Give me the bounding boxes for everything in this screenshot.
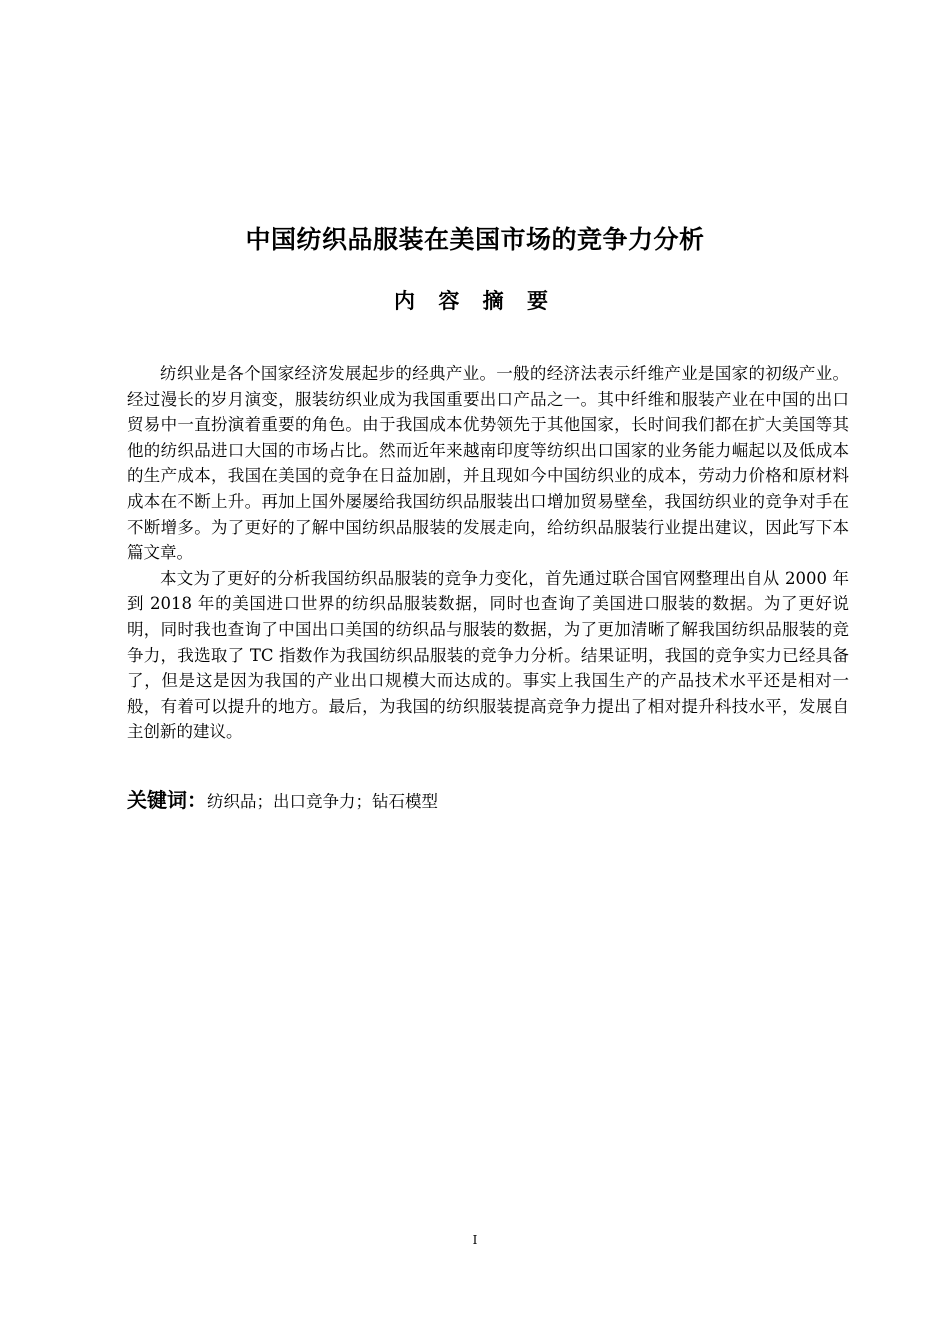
page-number: I <box>472 1233 478 1247</box>
keywords-label: 关键词： <box>127 788 207 812</box>
abstract-body <box>127 361 849 745</box>
abstract-heading: 内 容 摘 要 <box>394 289 556 313</box>
keywords-line <box>127 785 849 817</box>
abstract-paragraph: 本文为了更好的分析我国纺织品服装的竞争力变化，首先通过联合国官网整理出自从 2000 年到 2018 年的美国进口世界的纺织品服装数据，同时也查询了美国进口服装的数据。为了更好说明，同时我也查询了中国出口美国的纺织品与服装的数据，为了更加清晰了解我国纺织品服装的竞争力，我选取了 TC 指数作为我国纺织品服装的竞争力分析。结果证明，我国的竞争实力已经具备了，但是这是因为我国的产业出口规模大而达成的。事实上我国生产的产品技术水平还是相对一般，有着可以提升的地方。最后，为我国的纺织服装提高竞争力提出了相对提升科技水平，发展自主创新的建议。 <box>127 568 849 742</box>
abstract-paragraph: 纺织业是各个国家经济发展起步的经典产业。一般的经济法表示纤维产业是国家的初级产业。经过漫长的岁月演变，服装纺织业成为我国重要出口产品之一。其中纤维和服装产业在中国的出口贸易中一直扮演着重要的角色。由于我国成本优势领先于其他国家，长时间我们都在扩大美国等其他的纺织品进口大国的市场占比。然而近年来越南印度等纺织出口国家的业务能力崛起以及低成本的生产成本，我国在美国的竞争在日益加剧，并且现如今中国纺织业的成本，劳动力价格和原材料成本在不断上升。再加上国外屡屡给我国纺织品服装出口增加贸易壁垒，我国纺织业的竞争对手在不断增多。为了更好的了解中国纺织品服装的发展走向，给纺织品服装行业提出建议，因此写下本篇文章。 <box>127 364 849 563</box>
keywords-values: 纺织品；出口竞争力；钻石模型 <box>207 792 438 811</box>
document-title: 中国纺织品服装在美国市场的竞争力分析 <box>245 225 705 254</box>
